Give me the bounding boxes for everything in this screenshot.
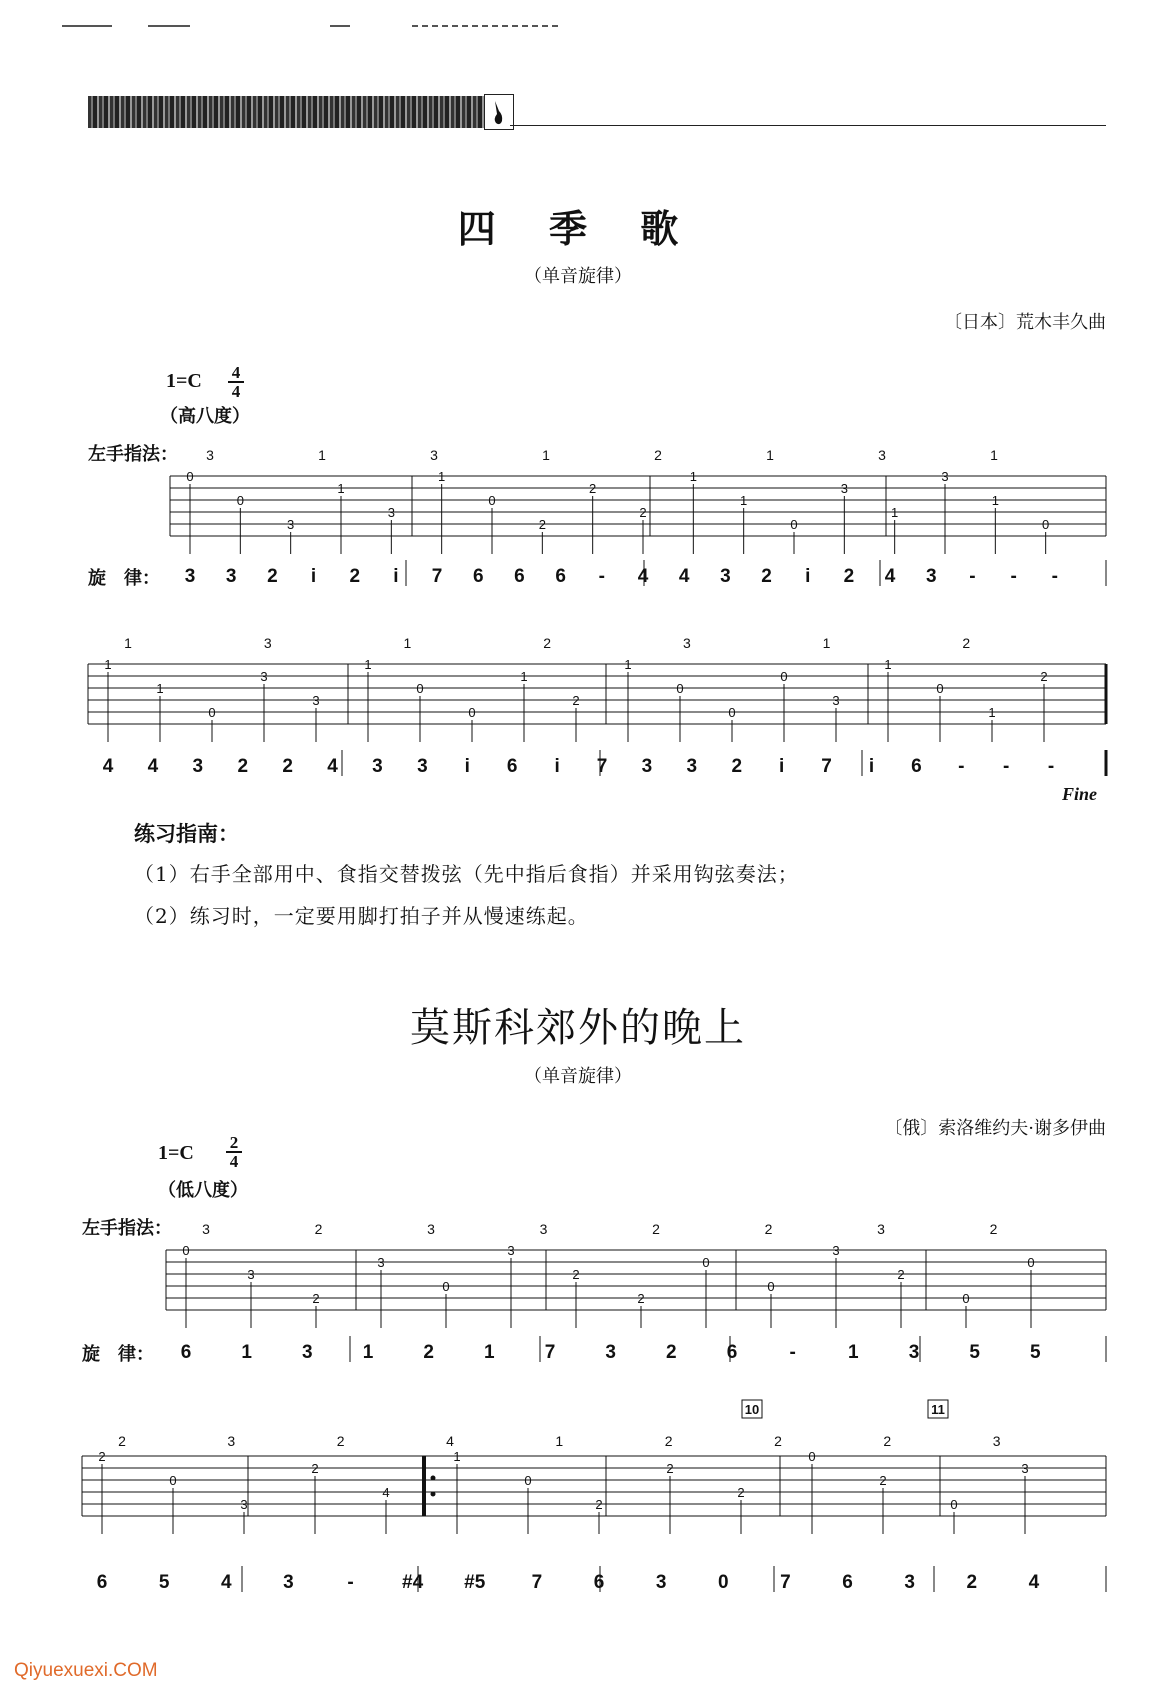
finger-number: 1 (542, 447, 550, 463)
song2-melody-label: 旋 律： (82, 1344, 154, 1365)
tab-fret-number: 2 (637, 1291, 645, 1306)
tab-fret-number: 1 (884, 657, 892, 672)
finger-number: 3 (430, 447, 438, 463)
finger-number: 2 (314, 1221, 323, 1237)
melody-note: 3 (686, 756, 698, 777)
finger-number: 2 (652, 1221, 660, 1237)
melody-note: #5 (464, 1572, 486, 1593)
tab-fret-number: 1 (988, 705, 996, 720)
finger-number: 3 (878, 447, 886, 463)
song1-octave: （高八度） (160, 406, 250, 427)
melody-note: 2 (282, 756, 293, 777)
tab-fret-number: 1 (520, 669, 528, 684)
melody-note: - (958, 756, 965, 777)
melody-note: 3 (283, 1572, 294, 1593)
melody-note: - (969, 566, 976, 587)
measure-number: 10 (744, 1402, 760, 1417)
finger-number: 3 (539, 1221, 548, 1237)
melody-note: 1 (848, 1342, 859, 1363)
melody-note: 4 (147, 756, 159, 777)
melody-note: 4 (884, 566, 896, 587)
melody-note: i (554, 756, 560, 777)
melody-note: 7 (821, 756, 832, 777)
melody-note: 2 (666, 1342, 677, 1363)
finger-number: 2 (883, 1433, 892, 1449)
tab-fret-number: 2 (538, 517, 546, 532)
finger-number: 1 (990, 447, 998, 463)
finger-number: 1 (318, 447, 326, 463)
tab-fret-number: 2 (737, 1485, 745, 1500)
melody-note: 2 (267, 566, 278, 587)
melody-note: 3 (184, 566, 196, 587)
melody-note: 2 (423, 1342, 434, 1363)
melody-note: i (778, 756, 785, 777)
tab-fret-number: 3 (240, 1497, 248, 1512)
tab-fret-number: 1 (156, 681, 164, 696)
melody-note: 6 (180, 1342, 192, 1363)
tab-fret-number: 3 (941, 469, 949, 484)
tab-fret-number: 2 (98, 1449, 106, 1464)
melody-note: 6 (726, 1342, 738, 1363)
song1-subtitle: （单音旋律） (524, 266, 632, 287)
finger-number: 1 (766, 447, 774, 463)
finger-number: 2 (764, 1221, 773, 1237)
melody-note: 5 (1030, 1342, 1041, 1363)
tab-fret-number: 2 (312, 1291, 320, 1306)
song2-key: 1=C (158, 1142, 194, 1164)
melody-note: 6 (514, 566, 525, 587)
tab-fret-number: 3 (287, 517, 295, 532)
melody-note: 4 (102, 756, 114, 777)
tab-fret-number: 0 (676, 681, 684, 696)
song2-octave: （低八度） (158, 1180, 248, 1201)
finger-number: 3 (227, 1433, 236, 1449)
tab-fret-number: 0 (182, 1243, 190, 1258)
finger-number: 1 (555, 1433, 564, 1449)
melody-note: 6 (911, 756, 922, 777)
tab-fret-number: 3 (312, 693, 320, 708)
tab-fret-number: 1 (689, 469, 697, 484)
song1-time-signature: 4 4 (228, 364, 244, 400)
melody-note: 4 (327, 756, 338, 777)
finger-number: 2 (118, 1433, 126, 1449)
tab-fret-number: 0 (1027, 1255, 1035, 1270)
tab-fret-number: 1 (104, 657, 112, 672)
finger-number: 2 (989, 1221, 998, 1237)
finger-number: 3 (877, 1221, 885, 1237)
melody-note: 3 (605, 1342, 616, 1363)
tab-fret-number: 1 (624, 657, 632, 672)
melody-note: 5 (969, 1342, 980, 1363)
tab-fret-number: 3 (387, 505, 395, 520)
guide-title: 练习指南： (134, 821, 239, 846)
song1-fingering-label: 左手指法： (88, 444, 178, 465)
tab-fret-number: 3 (832, 1243, 840, 1258)
finger-number: 2 (336, 1433, 345, 1449)
song2-time-signature: 2 4 (226, 1134, 242, 1170)
song2-composer: 〔俄〕索洛维约夫·谢多伊曲 (884, 1118, 1106, 1139)
melody-note: 3 (192, 756, 204, 777)
tab-fret-number: 1 (337, 481, 345, 496)
melody-note: - (1047, 756, 1055, 777)
tab-fret-number: 2 (572, 693, 580, 708)
melody-note: 6 (593, 1572, 605, 1593)
tab-fret-number: 3 (247, 1267, 255, 1282)
song1-melody-label: 旋 律： (88, 568, 160, 589)
tab-fret-number: 2 (666, 1461, 674, 1476)
melody-note: i (868, 756, 875, 777)
tab-fret-number: 1 (438, 469, 446, 484)
finger-number: 2 (664, 1433, 673, 1449)
melody-note: - (598, 566, 605, 587)
tab-fret-number: 3 (1021, 1461, 1029, 1476)
guide-item-1: （1）右手全部用中、食指交替拨弦（先中指后食指）并采用钩弦奏法； (134, 862, 799, 886)
melody-note: 1 (484, 1342, 495, 1363)
tab-fret-number: 0 (1042, 517, 1050, 532)
finger-number: 1 (822, 635, 831, 651)
melody-note: 0 (717, 1572, 729, 1593)
tab-fret-number: 2 (589, 481, 597, 496)
finger-number: 4 (446, 1433, 454, 1449)
tab-fret-number: 0 (767, 1279, 775, 1294)
fine-marking: Fine (1062, 784, 1098, 804)
tab-fret-number: 0 (950, 1497, 958, 1512)
repeat-dot (431, 1476, 436, 1481)
tab-fret-number: 0 (186, 469, 194, 484)
measure-number: 11 (931, 1402, 945, 1417)
melody-note: 1 (241, 1342, 252, 1363)
melody-note: - (789, 1342, 796, 1363)
melody-note: i (464, 756, 470, 777)
tab-fret-number: 1 (740, 493, 748, 508)
melody-note: i (310, 566, 317, 587)
melody-note: 6 (96, 1572, 108, 1593)
melody-note: 3 (904, 1572, 915, 1593)
melody-note: 3 (417, 756, 428, 777)
melody-note: 4 (637, 566, 649, 587)
tab-fret-number: 4 (382, 1485, 390, 1500)
melody-note: 6 (555, 566, 566, 587)
tab-fret-number: 2 (311, 1461, 319, 1476)
melody-note: 2 (731, 756, 743, 777)
melody-note: 2 (237, 756, 249, 777)
melody-note: 2 (349, 566, 361, 587)
tab-fret-number: 1 (364, 657, 372, 672)
melody-note: - (1003, 756, 1010, 777)
tab-fret-number: 0 (169, 1473, 177, 1488)
tab-fret-number: 0 (728, 705, 736, 720)
tab-fret-number: 2 (572, 1267, 580, 1282)
watermark: Qiyuexuexi.COM (14, 1660, 158, 1681)
melody-note: 3 (908, 1342, 920, 1363)
finger-number: 1 (124, 635, 132, 651)
song1-composer: 〔日本〕荒木丰久曲 (944, 312, 1106, 333)
tab-fret-number: 2 (639, 505, 647, 520)
tab-fret-number: 2 (879, 1473, 887, 1488)
melody-note: i (805, 566, 811, 587)
tab-fret-number: 2 (1040, 669, 1048, 684)
melody-note: 6 (472, 566, 484, 587)
melody-note: 6 (506, 756, 518, 777)
melody-note: 3 (655, 1572, 667, 1593)
tab-fret-number: 0 (780, 669, 788, 684)
tab-fret-number: 3 (377, 1255, 385, 1270)
melody-note: 3 (225, 566, 237, 587)
tab-fret-number: 1 (991, 493, 999, 508)
melody-note: - (1051, 566, 1058, 587)
tab-fret-number: 0 (236, 493, 244, 508)
tab-fret-number: 3 (260, 669, 268, 684)
tab-fret-number: 0 (488, 493, 496, 508)
melody-note: 7 (431, 566, 443, 587)
melody-note: 2 (843, 566, 855, 587)
melody-note: 5 (158, 1572, 170, 1593)
guide-item-2: （2）练习时，一定要用脚打拍子并从慢速练起。 (134, 904, 589, 928)
tab-fret-number: 0 (416, 681, 424, 696)
finger-number: 3 (202, 1221, 210, 1237)
repeat-dot (431, 1492, 436, 1497)
finger-number: 3 (427, 1221, 435, 1237)
tab-fret-number: 0 (702, 1255, 710, 1270)
tab-fret-number: 3 (840, 481, 848, 496)
melody-note: 2 (761, 566, 772, 587)
finger-number: 2 (543, 635, 552, 651)
tab-fret-number: 0 (468, 705, 476, 720)
melody-note: 3 (641, 756, 653, 777)
finger-number: 2 (774, 1433, 782, 1449)
melody-note: 1 (362, 1342, 374, 1363)
tab-fret-number: 0 (442, 1279, 450, 1294)
finger-number: 3 (263, 635, 272, 651)
melody-note: - (347, 1572, 354, 1593)
tab-fret-number: 2 (595, 1497, 603, 1512)
tab-fret-number: 0 (524, 1473, 532, 1488)
song2-fingering-label: 左手指法： (82, 1218, 172, 1239)
song1-key: 1=C (166, 370, 202, 392)
melody-note: 2 (966, 1572, 978, 1593)
melody-note: i (393, 566, 399, 587)
melody-note: 7 (780, 1572, 791, 1593)
tab-fret-number: 0 (208, 705, 216, 720)
finger-number: 3 (682, 635, 691, 651)
finger-number: 2 (654, 447, 662, 463)
tab-fret-number: 0 (936, 681, 944, 696)
song2-title: 莫斯科郊外的晚上 (410, 1005, 746, 1051)
melody-note: - (1010, 566, 1017, 587)
song2-subtitle: （单音旋律） (524, 1066, 632, 1087)
tab-fret-number: 0 (962, 1291, 970, 1306)
tab-fret-number: 0 (808, 1449, 816, 1464)
melody-note: 4 (220, 1572, 232, 1593)
melody-note: #4 (402, 1572, 424, 1593)
tab-fret-number: 1 (891, 505, 899, 520)
melody-note: 3 (372, 756, 383, 777)
melody-note: 7 (544, 1342, 556, 1363)
melody-note: 6 (842, 1572, 853, 1593)
finger-number: 2 (962, 635, 971, 651)
tab-fret-number: 1 (453, 1449, 461, 1464)
melody-note: 3 (720, 566, 731, 587)
melody-note: 3 (302, 1342, 313, 1363)
finger-number: 1 (403, 635, 412, 651)
melody-note: 7 (531, 1572, 543, 1593)
finger-number: 3 (992, 1433, 1001, 1449)
melody-note: 3 (925, 566, 937, 587)
melody-note: 4 (678, 566, 690, 587)
tab-fret-number: 2 (897, 1267, 905, 1282)
finger-number: 3 (206, 447, 214, 463)
melody-note: 7 (596, 756, 608, 777)
tab-fret-number: 3 (832, 693, 840, 708)
tab-fret-number: 3 (507, 1243, 515, 1258)
melody-note: 4 (1028, 1572, 1040, 1593)
tab-fret-number: 0 (790, 517, 798, 532)
song1-title: 四 季 歌 (457, 206, 699, 251)
